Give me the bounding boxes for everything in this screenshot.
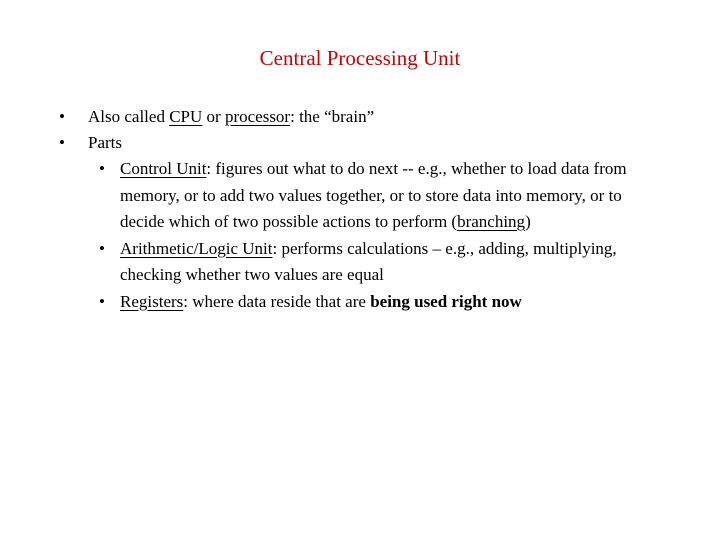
- term-branching: branching: [457, 212, 526, 231]
- bullet-text: or: [202, 107, 225, 126]
- sub-bullet-text: : performs calculations – e.g., adding, multiplying, checking whether two values are equal: [120, 238, 617, 284]
- bullet-text: : the “brain”: [290, 107, 375, 126]
- bullet-list: [0, 104, 720, 315]
- term-cpu: CPU: [169, 107, 203, 126]
- sub-bullet-text: ): [525, 212, 531, 231]
- sub-bullet-registers: [0, 289, 650, 316]
- bullet-text: Also called: [88, 107, 170, 126]
- sub-bullet-alu: [0, 236, 650, 289]
- bullet-dot: •: [99, 159, 105, 178]
- bullet-text: Parts: [88, 133, 122, 152]
- sub-bullet-text: : figures out what to do next -- e.g., whether to load data from memory, or to add two values together, or to store data into memory, or to decide which of two possible actions to perform (: [120, 159, 627, 231]
- term-registers: Registers: [120, 291, 184, 311]
- term-alu: Arithmetic/Logic Unit: [120, 238, 273, 258]
- slide-title: Central Processing Unit: [259, 46, 461, 70]
- term-processor: processor: [224, 107, 291, 126]
- bullet-dot: •: [99, 291, 105, 311]
- sub-bullet-control-unit: [0, 156, 650, 236]
- sub-bullet-text: : where data reside that are: [183, 291, 371, 311]
- emphasis-text: being used right now: [370, 291, 522, 311]
- bullet-also-called: [0, 104, 688, 130]
- bullet-parts: [0, 130, 688, 156]
- bullet-dot: •: [59, 107, 65, 126]
- bullet-dot: •: [59, 133, 65, 152]
- bullet-dot: •: [99, 238, 105, 258]
- term-control-unit: Control Unit: [120, 159, 207, 178]
